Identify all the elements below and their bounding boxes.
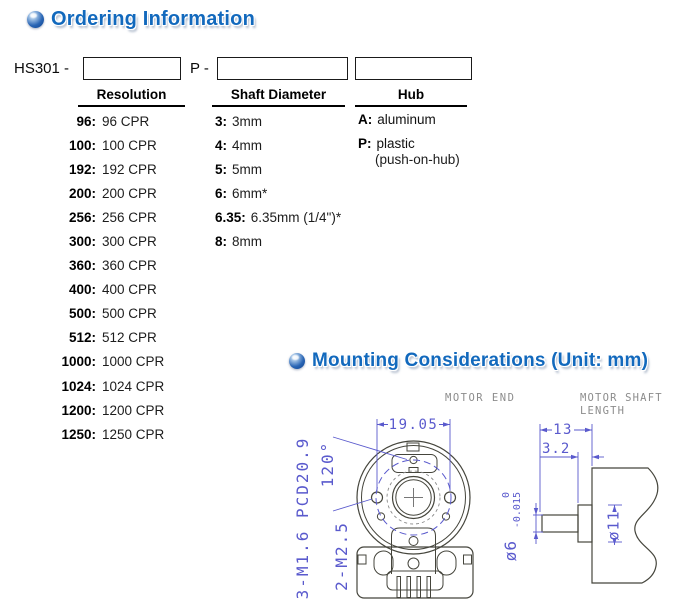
center-cross	[404, 488, 423, 507]
encoder-front-view	[357, 441, 473, 598]
shaft-list-item	[215, 109, 341, 133]
resolution-list-item	[60, 205, 164, 229]
resolution-value: 100 CPR	[102, 137, 157, 153]
resolution-list-item	[60, 374, 164, 398]
dim-shaft-dia-group	[501, 492, 523, 561]
resolution-code-box	[83, 57, 181, 80]
shaft-list-item	[215, 181, 341, 205]
resolution-list-item	[60, 422, 164, 446]
shaft-code-box	[217, 57, 348, 80]
mounting-drawing	[283, 383, 700, 611]
dim-angle: 120°	[318, 440, 337, 488]
shaft-list-item	[215, 205, 341, 229]
hub-column-header: Hub	[355, 87, 467, 107]
resolution-list-item	[60, 229, 164, 253]
resolution-value: 1250 CPR	[102, 426, 165, 442]
resolution-code: 400:	[68, 282, 96, 298]
dim-boss-length: 3.2	[542, 441, 571, 457]
shaft-diameter-list	[215, 109, 341, 254]
hub-value: plastic	[376, 136, 415, 151]
resolution-code: 1250:	[61, 426, 96, 442]
dim-bolt-circle-note: 3-M1.6 PCD20.9	[293, 436, 312, 600]
sphere-bullet-icon	[27, 11, 44, 28]
resolution-value: 1024 CPR	[102, 378, 165, 394]
ordering-information-heading	[27, 8, 255, 31]
resolution-value: 200 CPR	[102, 185, 157, 201]
resolution-code: 100:	[68, 137, 96, 153]
hub-code: P:	[358, 136, 372, 151]
shaft-code: 6:	[215, 185, 228, 201]
resolution-code: 256:	[68, 209, 96, 225]
resolution-list-item	[60, 157, 164, 181]
mid-code-label: P -	[190, 60, 209, 77]
shaft-value: 5mm	[232, 161, 263, 177]
resolution-list-item	[60, 326, 164, 350]
motor-shaft-label-line1: MOTOR SHAFT	[580, 392, 663, 404]
shaft-value: 6mm*	[232, 185, 268, 201]
resolution-list-item	[60, 302, 164, 326]
resolution-value: 96 CPR	[102, 113, 150, 129]
mounting-considerations-heading	[289, 350, 648, 372]
resolution-value: 1000 CPR	[102, 354, 165, 370]
resolution-value: 1200 CPR	[102, 402, 165, 418]
hub-code: A:	[358, 112, 373, 127]
heading-text: Mounting Considerations (Unit: mm)	[312, 350, 649, 371]
resolution-list-item	[60, 133, 164, 157]
resolution-code: 300:	[68, 234, 96, 250]
resolution-value: 300 CPR	[102, 234, 157, 250]
resolution-column-header: Resolution	[78, 87, 185, 107]
resolution-value: 192 CPR	[102, 161, 157, 177]
resolution-list-item	[60, 398, 164, 422]
resolution-code: 360:	[68, 258, 96, 274]
resolution-list-item	[60, 278, 164, 302]
resolution-value: 360 CPR	[102, 258, 157, 274]
shaft-list-item	[215, 133, 341, 157]
resolution-value: 256 CPR	[102, 209, 157, 225]
dim-shaft-tol-upper: 0	[501, 492, 512, 499]
dim-shaft-tol-lower: -0.015	[512, 492, 523, 529]
sphere-bullet-icon	[289, 353, 305, 369]
resolution-list-item	[60, 350, 164, 374]
dim-shaft-length: 13	[553, 422, 573, 438]
resolution-value: 500 CPR	[102, 306, 157, 322]
motor-end-label: MOTOR END	[445, 392, 516, 404]
hub-list-item	[358, 112, 460, 128]
shaft-code: 5:	[215, 161, 228, 177]
shaft-list-item	[215, 229, 341, 253]
hub-value: aluminum	[377, 112, 436, 127]
hub-note: (push-on-hub)	[375, 152, 460, 167]
shaft-value: 3mm	[232, 113, 263, 129]
resolution-list	[60, 109, 164, 446]
resolution-code: 1024:	[61, 378, 96, 394]
resolution-list-item	[60, 181, 164, 205]
resolution-code: 96:	[76, 113, 96, 129]
resolution-value: 512 CPR	[102, 330, 157, 346]
resolution-code: 1200:	[61, 402, 96, 418]
shaft-code: 8:	[215, 234, 228, 250]
resolution-code: 1000:	[61, 354, 96, 370]
shaft-diameter-column-header: Shaft Diameter	[212, 87, 345, 107]
motor-shaft-label-line2: LENGTH	[580, 405, 626, 417]
dim-boss-dia: ø11	[604, 510, 623, 541]
resolution-code: 200:	[68, 185, 96, 201]
resolution-value: 400 CPR	[102, 282, 157, 298]
motor-shaft-side-view	[542, 468, 658, 583]
shaft-code: 4:	[215, 137, 228, 153]
resolution-list-item	[60, 109, 164, 133]
model-prefix-label: HS301 -	[14, 60, 70, 77]
shaft-code: 6.35:	[215, 209, 246, 225]
resolution-code: 192:	[68, 161, 96, 177]
hub-code-box	[355, 57, 472, 80]
shaft-list-item	[215, 157, 341, 181]
resolution-code: 512:	[68, 330, 96, 346]
dim-screw-note: 2-M2.5	[332, 521, 351, 591]
hub-list-item	[358, 136, 460, 168]
hub-list	[358, 112, 460, 176]
dim-shaft-dia: ø6	[501, 540, 520, 562]
resolution-list-item	[60, 254, 164, 278]
resolution-code: 500:	[68, 306, 96, 322]
shaft-value: 4mm	[232, 137, 263, 153]
shaft-code: 3:	[215, 113, 228, 129]
shaft-value: 8mm	[232, 234, 263, 250]
dim-hole-spacing: 19.05	[388, 417, 439, 433]
heading-text: Ordering Information	[51, 8, 255, 30]
shaft-value: 6.35mm (1/4")*	[250, 209, 342, 225]
